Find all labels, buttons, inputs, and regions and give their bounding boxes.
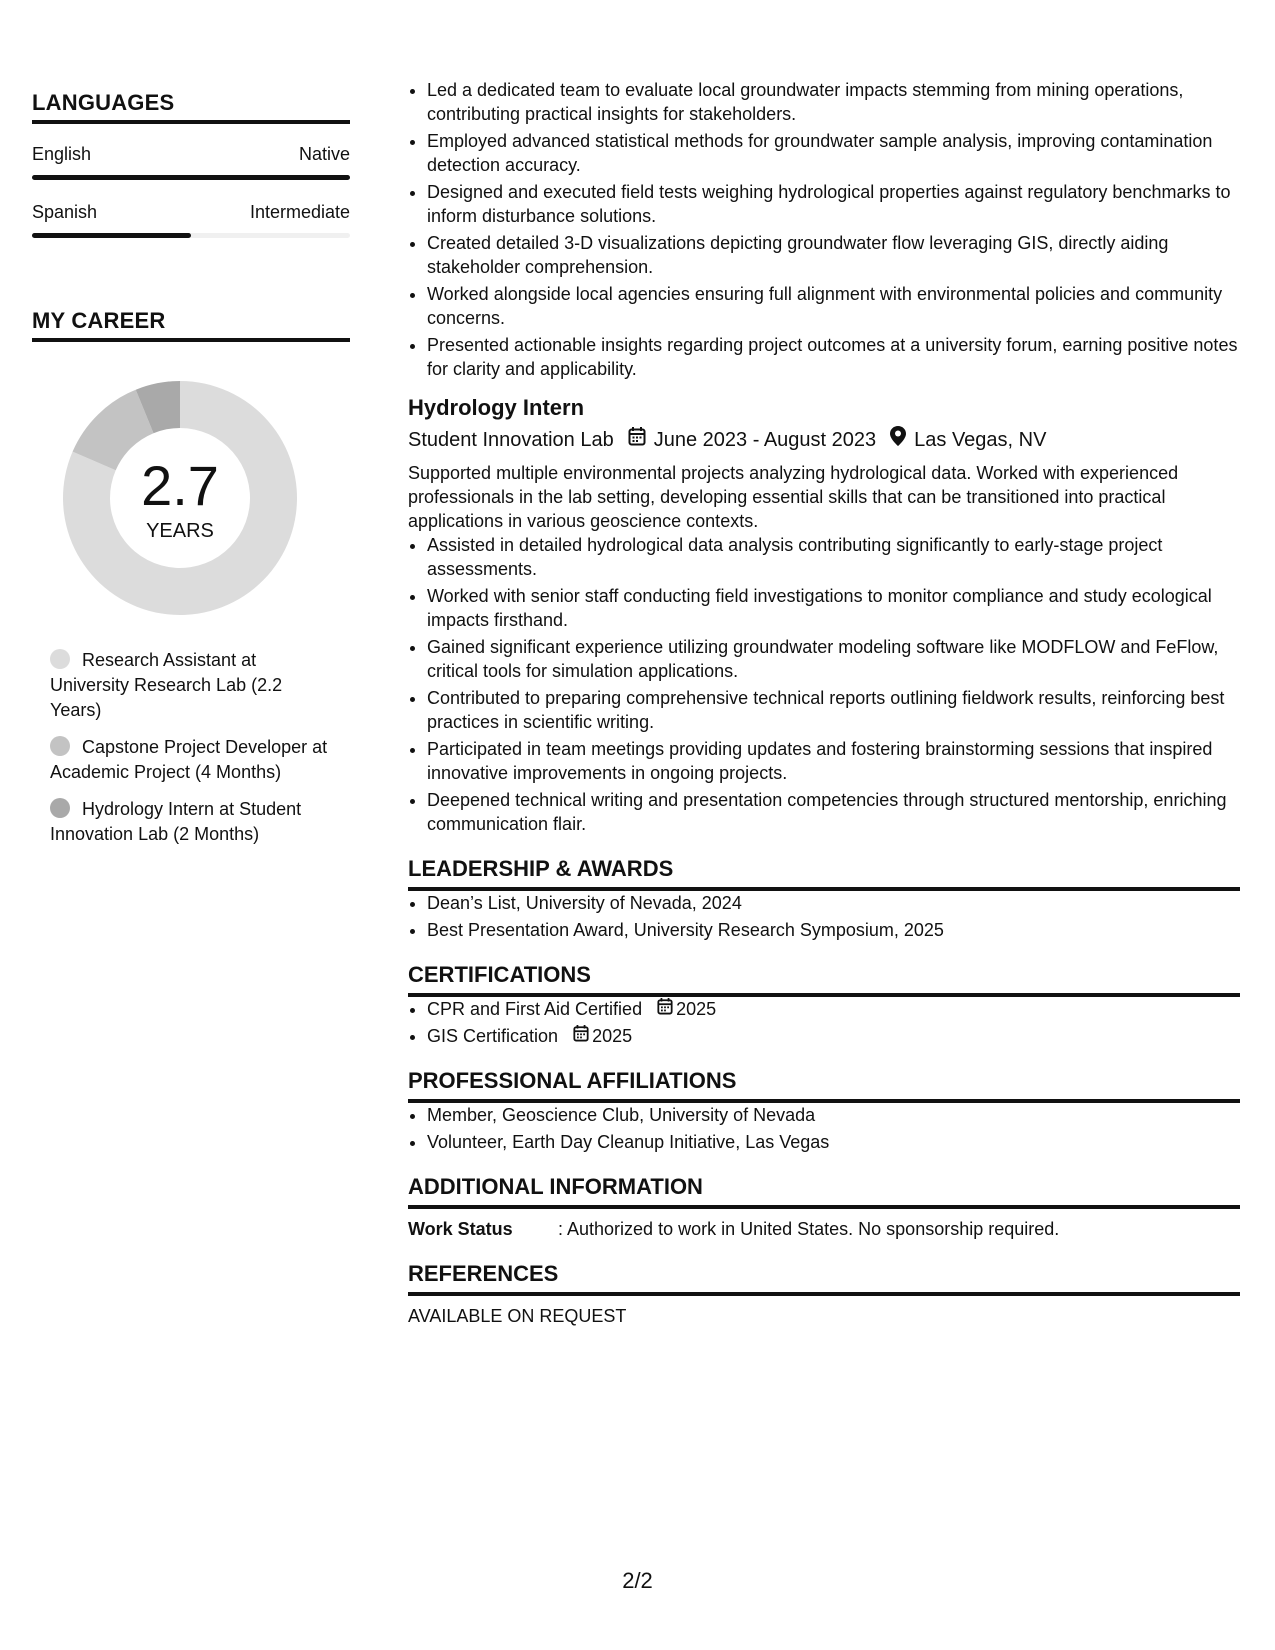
language-level: Intermediate (249, 202, 350, 222)
awards-list (408, 891, 1240, 942)
certification-year: 2025 (676, 999, 717, 1019)
list-item: • Created detailed 3-D visualizations depicting groundwater flow leveraging GIS, directly aiding stakeholder comprehension. (427, 231, 1240, 279)
location-pin-icon (890, 425, 906, 455)
job-title: Hydrology Intern (408, 395, 585, 420)
certification-year: 2025 (592, 1026, 633, 1046)
list-item: • Led a dedicated team to evaluate local groundwater impacts stemming from mining operations, contributing practical insights for stakeholders. (427, 78, 1240, 126)
certification-name: GIS Certification (427, 1026, 559, 1046)
legend-dot (50, 798, 70, 818)
certifications-list (408, 997, 1240, 1048)
list-item: • Volunteer, Earth Day Cleanup Initiative, Las Vegas (427, 1130, 1240, 1154)
languages-heading: LANGUAGES (32, 90, 350, 124)
legend-item (50, 797, 332, 847)
language-proficiency-bar (32, 175, 350, 180)
list-item: • Gained significant experience utilizing groundwater modeling software like MODFLOW and FeFlow, critical tools for simulation applications. (427, 635, 1240, 683)
list-item: • Presented actionable insights regarding project outcomes at a university forum, earning positive notes for clarity and applicability. (427, 333, 1240, 381)
calendar-icon (628, 425, 646, 455)
language-proficiency-fill (32, 175, 350, 180)
list-item: • Worked with senior staff conducting field investigations to monitor compliance and study ecological impacts firsthand. (427, 584, 1240, 632)
list-item: • Designed and executed field tests weighing hydrological properties against regulatory benchmarks to inform disturbance solutions. (427, 180, 1240, 228)
donut-center (56, 374, 304, 622)
job-company: Student Innovation Lab (408, 429, 614, 451)
list-item: • Assisted in detailed hydrological data analysis contributing significantly to early-stage project assessments. (427, 533, 1240, 581)
sidebar (32, 90, 350, 859)
calendar-icon (657, 997, 676, 1021)
references-heading: REFERENCES (408, 1259, 1240, 1296)
legend-item (50, 735, 332, 785)
language-level: Native (298, 144, 350, 164)
additional-info-heading: ADDITIONAL INFORMATION (408, 1172, 1240, 1209)
language-proficiency-fill (32, 233, 191, 238)
career-total-unit: YEARS (146, 520, 214, 542)
legend-label: Research Assistant at University Research Lab (2.2 Years) (50, 650, 283, 720)
job-location: Las Vegas, NV (914, 429, 1047, 451)
calendar-icon (573, 1024, 592, 1048)
awards-heading: LEADERSHIP & AWARDS (408, 854, 1240, 891)
main-content (408, 78, 1240, 1328)
job-description: Supported multiple environmental projects analyzing hydrological data. Worked with experienced professionals in the lab setting, developing essential skills that can be transitioned into practical applications in various geoscience contexts. (408, 463, 1179, 531)
prev-job-bullets (408, 78, 1240, 381)
career-heading: MY CAREER (32, 308, 350, 342)
job-dates: June 2023 - August 2023 (653, 429, 877, 451)
legend-dot (50, 736, 70, 756)
job-meta (408, 425, 1240, 455)
career-donut-chart (56, 374, 304, 622)
language-item (32, 144, 350, 180)
language-name: Spanish (32, 202, 98, 222)
page-number: 2/2 (622, 1568, 653, 1593)
list-item: • Participated in team meetings providing updates and fostering brainstorming sessions that inspired innovative improvements in ongoing projects. (427, 737, 1240, 785)
language-proficiency-bar (32, 233, 350, 238)
language-name: English (32, 144, 92, 164)
intern-job-bullets (408, 533, 1240, 836)
list-item (427, 1024, 1240, 1048)
work-status-label: Work Status (408, 1219, 513, 1239)
references-text: AVAILABLE ON REQUEST (408, 1306, 627, 1326)
work-status-row (408, 1217, 1240, 1241)
career-total-value: 2.7 (141, 454, 219, 517)
list-item: • Worked alongside local agencies ensuring full alignment with environmental policies and community concerns. (427, 282, 1240, 330)
list-item: • Best Presentation Award, University Research Symposium, 2025 (427, 918, 1240, 942)
affiliations-list (408, 1103, 1240, 1154)
certification-name: CPR and First Aid Certified (427, 999, 643, 1019)
language-item (32, 202, 350, 238)
career-legend (50, 648, 332, 847)
legend-dot (50, 649, 70, 669)
list-item: • Employed advanced statistical methods for groundwater sample analysis, improving contamination detection accuracy. (427, 129, 1240, 177)
list-item: • Deepened technical writing and presentation competencies through structured mentorship, enriching communication flair. (427, 788, 1240, 836)
certifications-heading: CERTIFICATIONS (408, 960, 1240, 997)
affiliations-heading: PROFESSIONAL AFFILIATIONS (408, 1066, 1240, 1103)
list-item: • Member, Geoscience Club, University of Nevada (427, 1103, 1240, 1127)
legend-label: Capstone Project Developer at Academic Project (4 Months) (50, 737, 328, 782)
list-item: • Dean’s List, University of Nevada, 2024 (427, 891, 1240, 915)
work-status-value: : Authorized to work in United States. No sponsorship required. (558, 1219, 1060, 1239)
list-item: • Contributed to preparing comprehensive technical reports outlining fieldwork results, reinforcing best practices in scientific writing. (427, 686, 1240, 734)
list-item (427, 997, 1240, 1021)
legend-item (50, 648, 332, 723)
legend-label: Hydrology Intern at Student Innovation Lab (2 Months) (50, 799, 302, 844)
